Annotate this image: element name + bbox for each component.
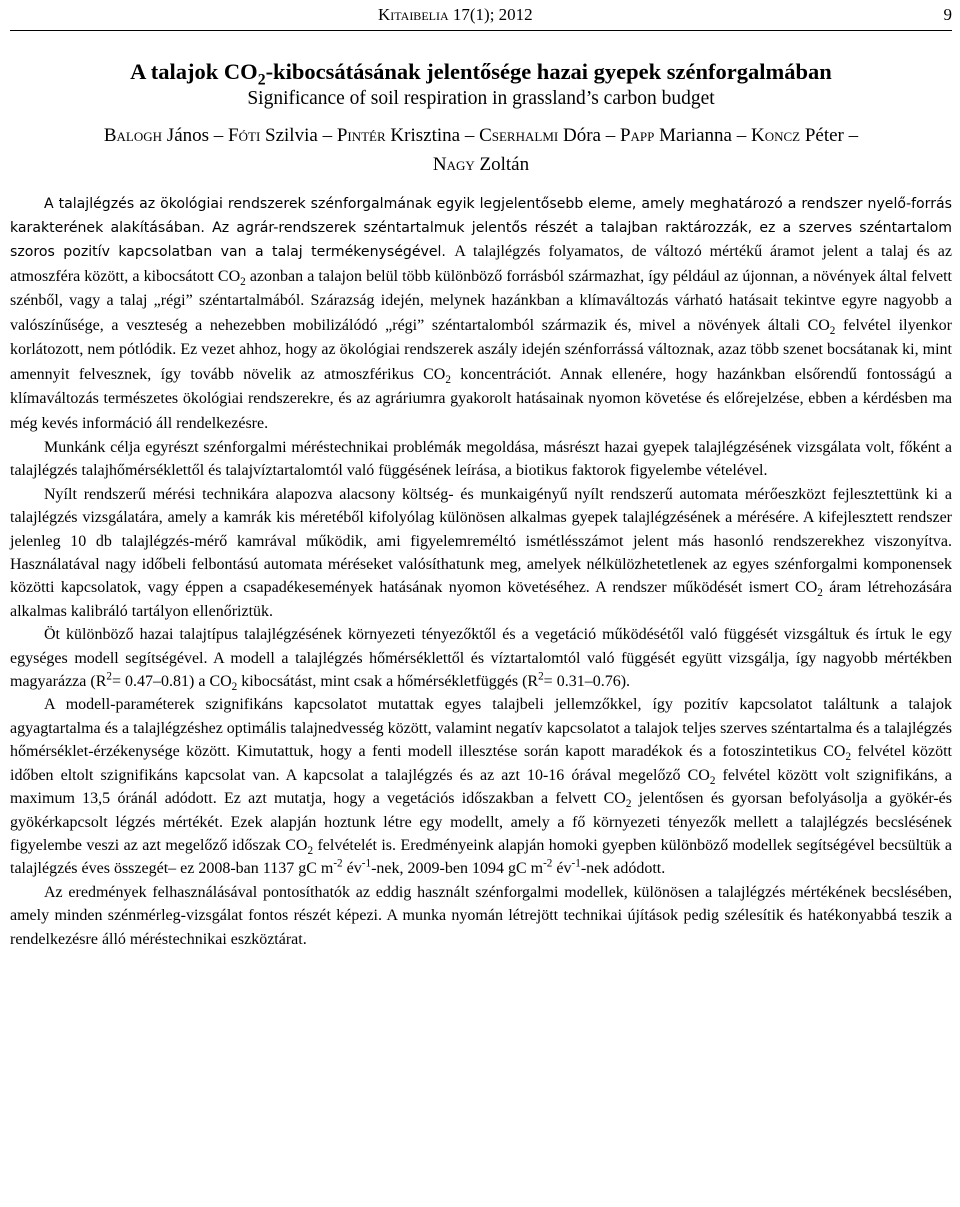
paragraph-1: A talajlégzés folyamatos, de változó mértékű áramot jelent a talaj és az atmoszféra között, a kibocsátott $CO_2$ azonban a talajon belül több különböző forrásból származhat, így például az újonnan, a növények által felvett szénből, vagy a talaj „régi” széntartalmából. Szárazság idején, melynek hazánkban a klímaváltozás várható hatásait tekintve egyre nagyobb a valószínűsége, a veszteség a nehezebben mobilizálódó „régi” széntartalomból származik és, mivel a növények általi $CO_2$ felvétel ilyenkor korlátozott, nem pótlódik. Ez vezet ahhoz, hogy az ökológiai rendszerek aszály idején szénforrássá változnak, azaz több szenet bocsátanak ki, mint amennyit felvesznek, így tovább növelik az atmoszférikus $CO_2$ koncentrációt. Annak ellenére, hogy hazánkban elsőrendű fontosságú a klímaváltozás természetes ökológiai rendszerekre, és az agráriumra gyakorolt hatásainak nyomon követése és előrejelzése, ebben a kérdésben ma még kevés információ áll rendelkezésre. [10,243,953,432]
paper-subtitle: Significance of soil respiration in grassland’s carbon budget [247,88,715,109]
paper-page [10,0,952,951]
author: Nagy Zoltán [432,154,530,175]
author-list: Balogh János – Fóti Szilvia – Pintér Krisztina – Cserhalmi Dóra – Papp Marianna – Koncz Péter – Nagy Zoltán [103,125,859,175]
running-header [10,0,952,31]
body-text [10,436,952,951]
paragraph-6: Az eredmények felhasználásával pontosíthatók az eddig használt szénforgalmi modellek, különösen a talajlégzés mértékének becslésében, amely minden szénmérleg-vizsgálat fontos részét képezi. A munka nyomán létrejött technikai újítások pedig szélesítik és hatékonyabbá teszik a rendelkezésre álló méréstechnikai eszköztárat. [10,883,952,948]
author: Balogh János [103,125,210,146]
paragraph-5: A modell-paraméterek szignifikáns kapcsolatot mutattak egyes talajbeli jellemzőkkel, így pozitív kapcsolatot találtunk a talajok agyagtartalma és a talajlégzéshez optimális talajnedvesség között, valamint negatív kapcsolatot a talajok teljes szerves széntartalma és a talajlégzés hőmérséklet-érzékenysége között. Kimutattuk, hogy a fenti modell illesztése során kapott maradékok és a fotoszintetikus $CO_2$ felvétel között időben eltolt szignifikáns kapcsolat van. A kapcsolat a talajlégzés és az azt 10-16 órával megelőző $CO_2$ felvétel között volt szignifikáns, a maximum 13,5 óránál adódott. Ez azt mutatja, hogy a vegetációs időszakban a felvett $CO_2$ jelentősen és gyorsan befolyásolja a gyökér-és gyökérkapcsolt légzés mértékét. Ezek alapján hoztunk létre egy modellt, amely a fő környezeti tényezők mellett a talajlégzés becslésének figyelembe veszi az azt megelőző időszak $CO_2$ felvételét is. Eredményeink alapján homoki gyepben különböző modellek segítségével becsültük a talajlégzés éves összegét– ez 2008-ban 1137 gC $m^{-2}$ $év^{-1}$-nek, 2009-ben 1094 gC $m^{-2}$ $év^{-1}$-nek adódott. [10,696,953,878]
author: Cserhalmi Dóra [479,125,601,146]
page-number: 9 [943,5,952,24]
abstract-lead: A talajlégzés az ökológiai rendszerek szénforgalmának egyik legjelentősebb eleme, amely meghatározó a rendszer nyelő-forrás karakterének alakításában. Az agrár-rendszerek széntartalmuk jelentős részét a talajban raktározzák, ez a szerves széntartalom szoros pozitív kapcsolatban van a talaj termékenységével. A talajlégzés folyamatos, de változó mértékű áramot jelent a talaj és az atmoszféra között, a kibocsátott $CO_2$ azonban a talajon belül több különböző forrásból származhat, így például az újonnan, a növények által felvett szénből, vagy a talaj „régi” széntartalmából. Szárazság idején, melynek hazánkban a klímaváltozás várható hatásait tekintve egyre nagyobb a valószínűsége, a veszteség a nehezebben mobilizálódó „régi” széntartalomból származik és, mivel a növények általi $CO_2$ felvétel ilyenkor korlátozott, nem pótlódik. Ez vezet ahhoz, hogy az ökológiai rendszerek aszály idején szénforrássá változnak, azaz több szenet bocsátanak ki, mint amennyit felvesznek, így tovább növelik az atmoszférikus $CO_2$ koncentrációt. Annak ellenére, hogy hazánkban elsőrendű fontosságú a klímaváltozás természetes ökológiai rendszerekre, és az agráriumra gyakorolt hatásainak nyomon követése és előrejelzése, ebben a kérdésben ma még kevés információ áll rendelkezésre. [10,196,953,432]
author: Papp Marianna [619,125,732,146]
author: Koncz Péter [750,125,844,146]
paragraph-2: Munkánk célja egyrészt szénforgalmi méréstechnikai problémák megoldása, másrészt hazai gyepek talajlégzésének vizsgálata volt, főként a talajlégzés talajhőmérséklettől és talajvíztartalomtól való függésének leírása, a biotikus faktorok figyelembe vételével. [10,439,952,480]
author: Fóti Szilvia [228,125,318,146]
journal-citation: Kitaibelia 17(1); 2012 [378,5,533,24]
author: Pintér Krisztina [336,125,461,146]
paragraph-4: Öt különböző hazai talajtípus talajlégzésének környezeti tényezőktől és a vegetáció működésétől való függését vizsgáltuk és írtuk le egy egységes modell segítségével. A modell a talajlégzés hőmérséklettől és víztartalomtól való függését együtt vizsgálja, így nagyobb mértékben magyarázza $(R^2= 0.47-0.81)$ a $CO_2$ kibocsátást, mint csak a hőmérsékletfüggés $(R^2= 0.31-0.76)$. [10,626,952,694]
paper-title: A talajok $CO_2$-kibocsátásának jelentősége hazai gyepek szénforgalmában [130,59,832,89]
paragraph-3: Nyílt rendszerű mérési technikára alapozva alacsony költség- és munkaigényű nyílt rendszerű automata mérőeszközt fejlesztettünk ki a talajlégzés vizsgálatára, amely a kamrák kis méretéből kifolyólag különösen alkalmas gyepek talajlégzésének a mérésére. A kifejlesztett rendszer jelenleg 10 db talajlégzés-mérő kamrával működik, ami figyelemreméltó ismétlésszámot jelent más hasonló rendszerekhez viszonyítva. Használatával nagy időbeli felbontású automata méréseket valósíthatunk meg, amelyek nélkülözhetetlenek az egyes szénforgalmi komponensek közötti kapcsolatok, vagy éppen a csapadékesemények hatásának nyomon követéséhez. A rendszer működését ismert $CO_2$ áram létrehozására alkalmas kalibráló tartályon ellenőriztük. [10,485,952,620]
